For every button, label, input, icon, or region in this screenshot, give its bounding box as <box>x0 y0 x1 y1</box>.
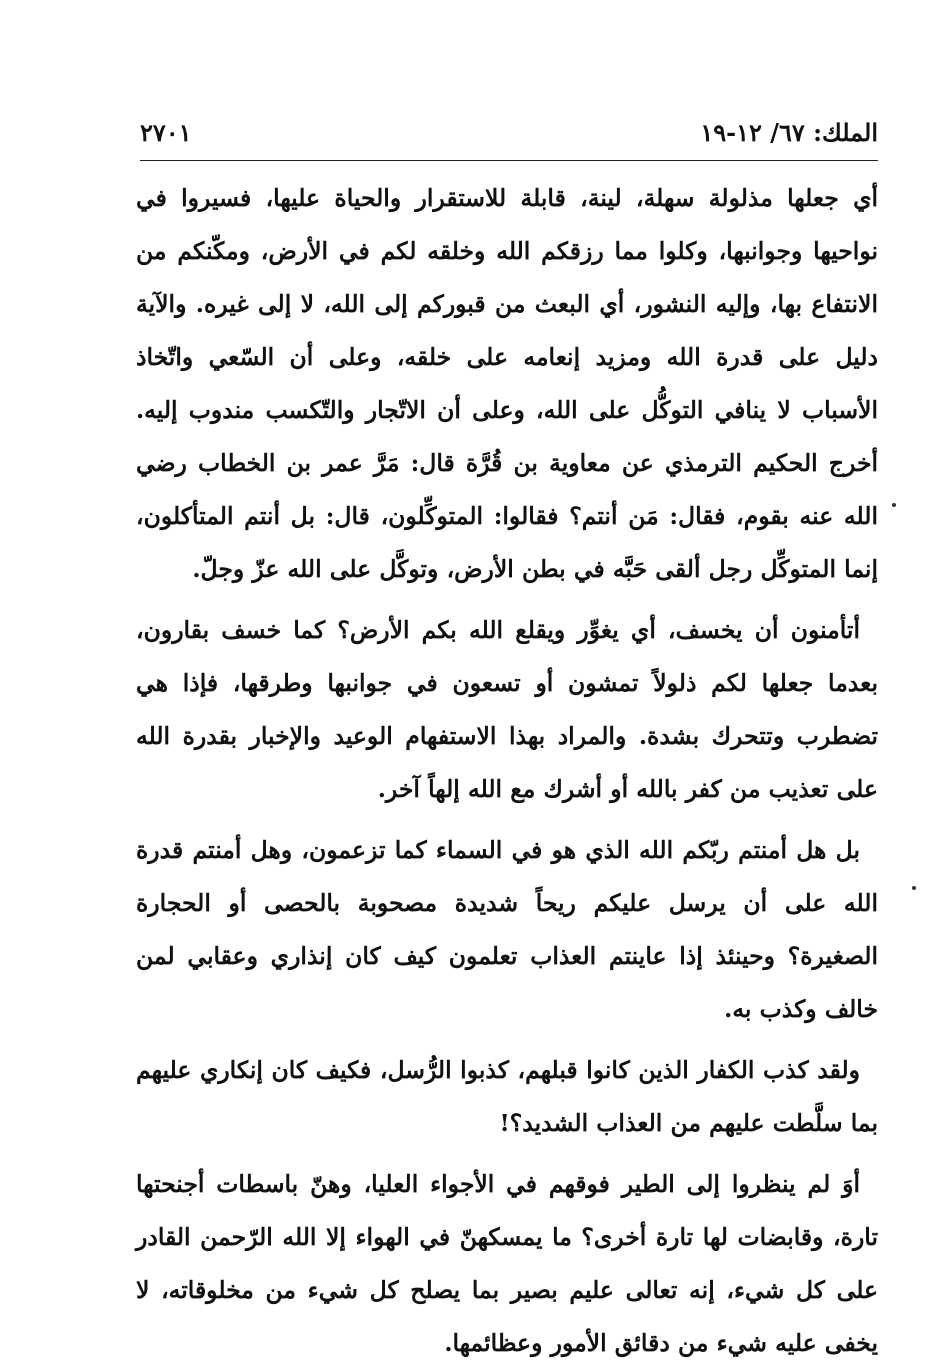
page-number: ٢٧٠١ <box>140 118 192 147</box>
paragraph-3: بل هل أمنتم ربّكم الله الذي هو في السماء كما تزعمون، وهل أمنتم قدرة الله على أن يرسل عليكم ريحاً شديدة مصحوبة بالحصى أو الحجارة الصغيرة؟ وحينئذ إذا عاينتم العذاب تعلمون كيف كان إنذاري وعقابي لمن خالف وكذب به. <box>136 836 878 1023</box>
header-divider <box>140 160 878 161</box>
page-body <box>136 172 878 1370</box>
paragraph-5: أوَ لم ينظروا إلى الطير فوقهم في الأجواء العليا، وهنّ باسطات أجنحتها تارة، وقابضات لها تارة أخرى؟ ما يمسكهنّ في الهواء إلا الله الرّحمن القادر على كل شيء، إنه تعالى عليم بصير بما يصلح كل شيء من مخلوقاته، لا يخفى عليه شيء من دقائق الأمور وعظائمها. <box>136 1170 878 1357</box>
paragraph-4: ولقد كذب الكفار الذين كانوا قبلهم، كذبوا الرُّسل، فكيف كان إنكاري عليهم بما سلَّطت عليهم من العذاب الشديد؟! <box>136 1056 878 1137</box>
running-title: الملك: ٦٧/ ١٢-١٩ <box>700 118 878 147</box>
scan-speck <box>912 886 916 890</box>
page-header <box>140 118 878 158</box>
paragraph-2: أتأمنون أن يخسف، أي يغوِّر ويقلع الله بكم الأرض؟ كما خسف بقارون، بعدما جعلها لكم ذلولاً تمشون أو تسعون في جوانبها وطرقها، فإذا هي تضطرب وتتحرك بشدة. والمراد بهذا الاستفهام الوعيد والإخبار بقدرة الله على تعذيب من كفر بالله أو أشرك مع الله إلهاً آخر. <box>136 616 878 803</box>
scan-speck <box>892 503 896 507</box>
paragraph-1: أي جعلها مذلولة سهلة، لينة، قابلة للاستقرار والحياة عليها، فسيروا في نواحيها وجوانبها، وكلوا مما رزقكم الله وخلقه لكم في الأرض، ومكّنكم من الانتفاع بها، وإليه النشور، أي البعث من قبوركم إلى الله، لا إلى غيره. والآية دليل على قدرة الله ومزيد إنعامه على خلقه، وعلى أن السّعي واتّخاذ الأسباب لا ينافي التوكُّل على الله، وعلى أن الاتّجار والتّكسب مندوب إليه. أخرج الحكيم الترمذي عن معاوية بن قُرَّة قال: مَرَّ عمر بن الخطاب رضي الله عنه بقوم، فقال: مَن أنتم؟ فقالوا: المتوكِّلون، قال: بل أنتم المتأكلون، إنما المتوكِّل رجل ألقى حَبَّه في بطن الأرض، وتوكَّل على الله عزّ وجلّ. <box>136 184 878 583</box>
